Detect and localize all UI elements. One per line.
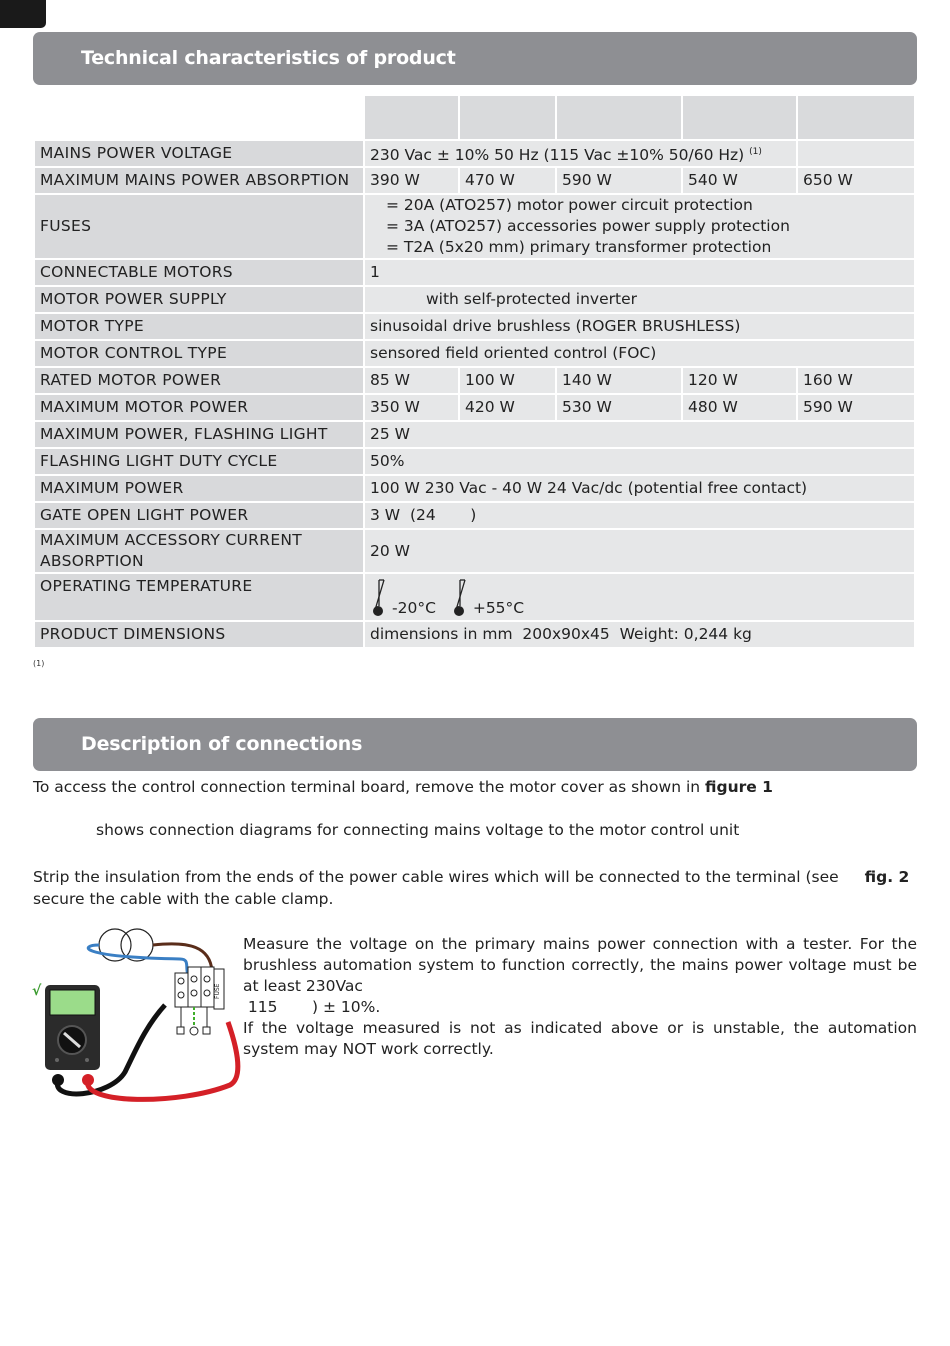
instruction-text: Measure the voltage on the primary mains power connection with a tester. For the brushless automation system to function correctly, the mains power voltage must be at least 230Vac: [243, 935, 917, 995]
spec-value: 85 W: [365, 368, 458, 393]
table-row: [35, 395, 914, 420]
spec-value: 25 W: [365, 422, 914, 447]
thermometer-hot-icon: [451, 578, 471, 618]
spec-value-text: 230 Vac ± 10% 50 Hz (115 Vac ±10% 50/60 Hz): [370, 145, 745, 164]
footnote-mark: (1): [33, 659, 45, 668]
fuse-line: = 20A (ATO257) motor power circuit protection: [386, 196, 753, 214]
header-blank-cell: [35, 96, 363, 139]
paragraph-diagrams: shows connection diagrams for connecting mains voltage to the motor control unit: [96, 821, 740, 839]
spec-value: 100 W 230 Vac - 40 W 24 Vac/dc (potential free contact): [365, 476, 914, 501]
model-header-cell: [557, 96, 681, 139]
table-row: [35, 260, 914, 285]
spec-value: 420 W: [460, 395, 555, 420]
spec-label: MAXIMUM ACCESSORY CURRENT ABSORPTION: [35, 530, 363, 572]
model-header-cell: [798, 96, 914, 139]
spec-label: FLASHING LIGHT DUTY CYCLE: [35, 449, 363, 474]
temperature-min: -20°C: [392, 599, 436, 617]
figure-reference: fig. 2: [864, 868, 910, 886]
temperature-max: +55°C: [472, 599, 525, 617]
fuse-line: = T2A (5x20 mm) primary transformer protection: [386, 238, 772, 256]
table-row: [35, 168, 914, 193]
table-row: [35, 503, 914, 528]
table-row: [35, 449, 914, 474]
model-header-cell: [365, 96, 458, 139]
voltage-instructions: [243, 934, 917, 1060]
spec-label: MAINS POWER VOLTAGE: [35, 141, 363, 166]
spec-value: 650 W: [798, 168, 914, 193]
spec-value: 140 W: [557, 368, 681, 393]
table-row: [35, 622, 914, 647]
spec-label: MOTOR TYPE: [35, 314, 363, 339]
spec-value: [365, 141, 796, 166]
spec-label: PRODUCT DIMENSIONS: [35, 622, 363, 647]
spec-label: OPERATING TEMPERATURE: [35, 574, 363, 620]
spec-label: MAXIMUM MAINS POWER ABSORPTION: [35, 168, 363, 193]
tester-wiring-illustration: [30, 927, 245, 1107]
table-row: [35, 476, 914, 501]
table-row: [35, 530, 914, 572]
table-row: [35, 195, 914, 258]
instruction-text: 115 ) ± 10%.: [243, 998, 381, 1016]
table-row: [35, 314, 914, 339]
spec-value: 530 W: [557, 395, 681, 420]
spec-value-empty: [798, 141, 914, 166]
spec-value: 390 W: [365, 168, 458, 193]
table-row: [35, 287, 914, 312]
spec-value-fuses: [365, 195, 914, 258]
table-row: [35, 574, 914, 620]
fuse-line: = 3A (ATO257) accessories power supply protection: [386, 217, 790, 235]
spec-label: MOTOR POWER SUPPLY: [35, 287, 363, 312]
spec-value: 480 W: [683, 395, 796, 420]
spec-value: 590 W: [557, 168, 681, 193]
fuse-label: FUSE: [214, 983, 221, 999]
spec-label: MAXIMUM POWER: [35, 476, 363, 501]
spec-value: 50%: [365, 449, 914, 474]
spec-value: 470 W: [460, 168, 555, 193]
spec-value: 1: [365, 260, 914, 285]
footnote-ref: (1): [749, 146, 762, 157]
table-row: [35, 422, 914, 447]
paragraph-access: [33, 776, 773, 798]
instruction-text: If the voltage measured is not as indicated above or is unstable, the automation system may NOT work correctly.: [243, 1019, 917, 1058]
spec-value: 590 W: [798, 395, 914, 420]
spec-value: dimensions in mm 200x90x45 Weight: 0,244 kg: [365, 622, 914, 647]
spec-value: 100 W: [460, 368, 555, 393]
spec-label: MOTOR CONTROL TYPE: [35, 341, 363, 366]
figure-reference: figure 1: [705, 778, 773, 796]
spec-value: 160 W: [798, 368, 914, 393]
spec-value-temperature: [365, 574, 914, 620]
spec-value: sensored field oriented control (FOC): [365, 341, 914, 366]
section-header-connections: Description of connections: [33, 718, 917, 771]
spec-value: sinusoidal drive brushless (ROGER BRUSHLESS): [365, 314, 914, 339]
spec-label: RATED MOTOR POWER: [35, 368, 363, 393]
paragraph-text: Strip the insulation from the ends of the power cable wires which will be connected to the terminal (see: [33, 868, 844, 886]
model-header-cell: [460, 96, 555, 139]
spec-label: GATE OPEN LIGHT POWER: [35, 503, 363, 528]
paragraph-text: secure the cable with the cable clamp.: [33, 890, 334, 908]
specs-table: [33, 94, 916, 649]
section-header-technical: Technical characteristics of product: [33, 32, 917, 85]
spec-value: with self-protected inverter: [365, 287, 914, 312]
check-mark-icon: √: [32, 983, 42, 999]
table-header-row: [35, 96, 914, 139]
spec-value: 120 W: [683, 368, 796, 393]
spec-label: CONNECTABLE MOTORS: [35, 260, 363, 285]
spec-value: 20 W: [365, 530, 914, 572]
spec-value: 350 W: [365, 395, 458, 420]
table-row: [35, 341, 914, 366]
spec-label: MAXIMUM POWER, FLASHING LIGHT: [35, 422, 363, 447]
table-row: [35, 141, 914, 166]
table-row: [35, 368, 914, 393]
paragraph-strip: [33, 866, 917, 910]
spec-label: MAXIMUM MOTOR POWER: [35, 395, 363, 420]
spec-value: 540 W: [683, 168, 796, 193]
spec-label: FUSES: [35, 195, 363, 258]
thermometer-cold-icon: [370, 578, 390, 618]
paragraph-text: To access the control connection terminal board, remove the motor cover as shown in: [33, 778, 706, 796]
page-corner-tab: [0, 0, 46, 28]
model-header-cell: [683, 96, 796, 139]
spec-value: 3 W (24 ): [365, 503, 914, 528]
